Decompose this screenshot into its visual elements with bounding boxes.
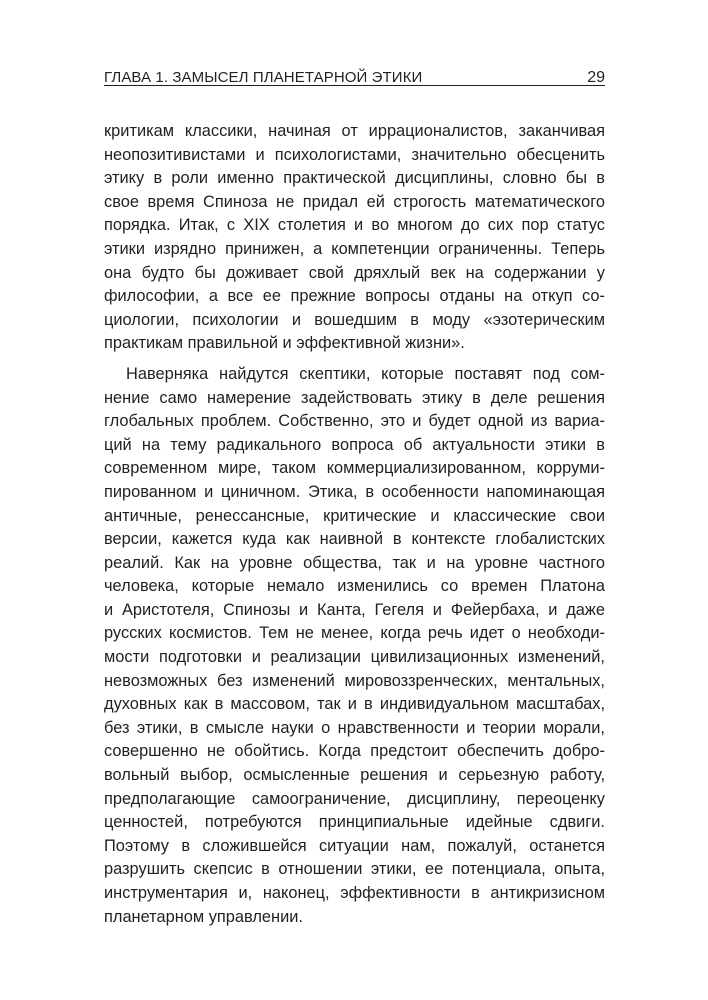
text-line: ценностей, потребуются принципиальные идейные сдвиги. [104, 813, 605, 832]
text-line: без этики, в смысле науки о нравственности и теории морали, [104, 718, 605, 737]
text-line: разрушить скепсис в отношении этики, ее потенциала, опыта, [104, 860, 605, 879]
text-line: античные, ренессансные, критические и классические свои [104, 506, 605, 525]
text-line: мости подготовки и реализации цивилизационных изменений, [104, 648, 605, 667]
text-line: духовных как в массовом, так и в индивидуальном масштабах, [104, 695, 605, 714]
text-line: версии, кажется куда как наивной в контексте глобалистских [104, 530, 605, 549]
running-header [104, 58, 605, 88]
paragraph [104, 363, 605, 929]
text-line: циологии, психологии и вошедшим в моду «эзотерическим [104, 310, 605, 329]
body-text [104, 120, 605, 929]
text-line: предполагающие самоограничение, дисциплину, переоценку [104, 789, 605, 808]
text-line: планетарном управлении. [104, 907, 303, 926]
text-line: нение само намерение задействовать этику в деле решения [104, 388, 605, 407]
text-line: и Аристотеля, Спинозы и Канта, Гегеля и Фейербаха, и даже [104, 600, 605, 619]
chapter-title: ГЛАВА 1. ЗАМЫСЕЛ ПЛАНЕТАРНОЙ ЭТИКИ [104, 69, 423, 86]
text-line: свое время Спиноза не придал ей строгость математического [104, 192, 605, 211]
text-line: она будто бы доживает свой дряхлый век на содержании у [104, 263, 605, 282]
text-line: философии, а все ее прежние вопросы отданы на откуп со- [104, 287, 605, 306]
text-line: неопозитивистами и психологистами, значительно обесценить [104, 145, 605, 164]
text-line: критикам классики, начиная от иррационалистов, заканчивая [104, 122, 605, 140]
text-line: невозможных без изменений мировоззренческих, ментальных, [104, 671, 605, 690]
text-line: пированном и циничном. Этика, в особенности напоминающая [104, 482, 605, 501]
text-line: этику в роли именно практической дисциплины, словно бы в [104, 169, 605, 188]
text-line: инструментария и, наконец, эффективности в антикризисном [104, 884, 605, 902]
paragraph-gap [104, 356, 605, 363]
text-line: реалий. Как на уровне общества, так и на уровне частного [104, 553, 605, 572]
text-line: русских космистов. Тем не менее, когда речь идет о необходи- [104, 624, 605, 643]
text-line: глобальных проблем. Собственно, это и будет одной из вариа- [104, 412, 605, 431]
text-line: совершенно не обойтись. Когда предстоит обеспечить добро- [104, 742, 605, 761]
text-line: Поэтому в сложившейся ситуации нам, пожалуй, останется [104, 836, 605, 855]
text-line: вольный выбор, осмысленные решения и серьезную работу, [104, 766, 605, 785]
header-rule [104, 85, 605, 86]
text-line: Наверняка найдутся скептики, которые поставят под сом- [126, 364, 605, 383]
text-line: порядка. Итак, с XIX столетия и во многом до сих пор статус [104, 216, 605, 235]
page-number: 29 [587, 69, 605, 86]
paragraph [104, 120, 605, 356]
text-line: этики изрядно принижен, а компетенции ограниченны. Теперь [104, 239, 605, 258]
text-line: человека, которые немало изменились со времен Платона [104, 577, 605, 596]
text-line: практикам правильной и эффективной жизни». [104, 334, 465, 353]
text-line: ций на тему радикального вопроса об актуальности этики в [104, 435, 605, 454]
text-line: современном мире, таком коммерциализированном, корруми- [104, 459, 605, 478]
